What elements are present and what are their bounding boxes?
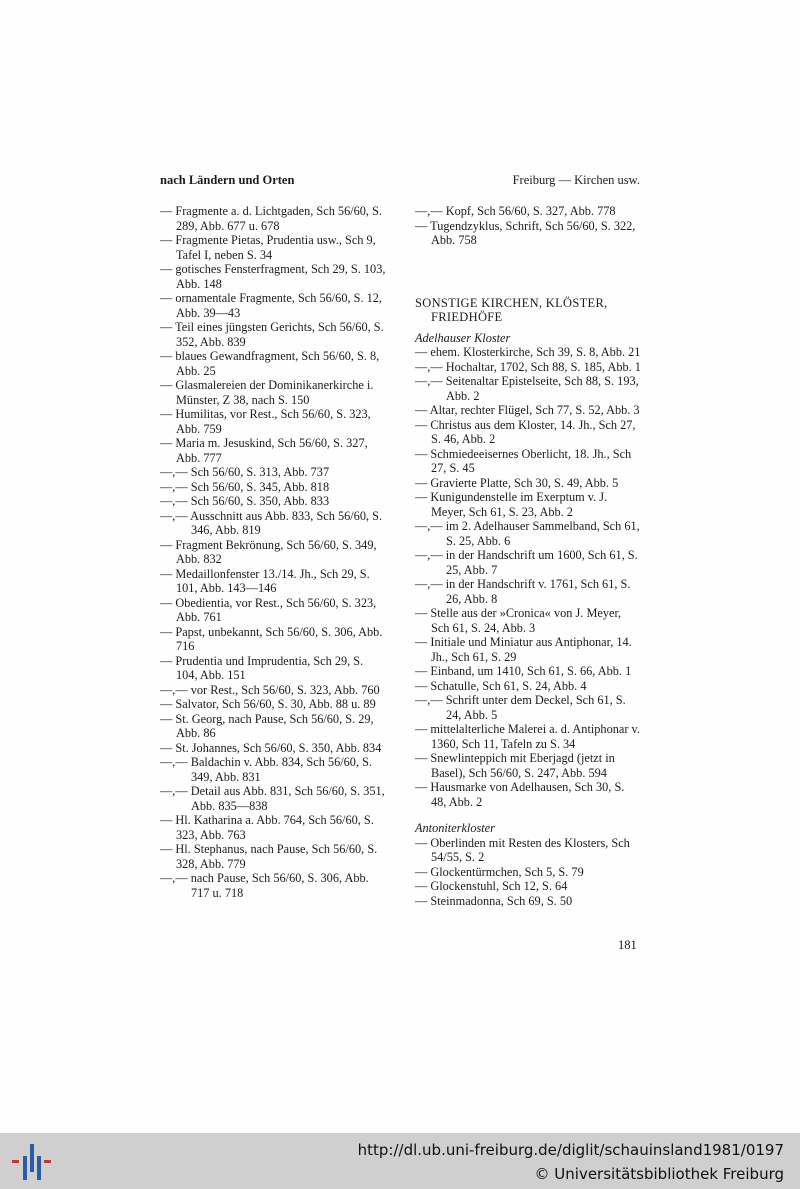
index-entry: — Medaillonfenster 13./14. Jh., Sch 29, S. 101, Abb. 143—146: [160, 566, 370, 595]
index-entry: — Obedientia, vor Rest., Sch 56/60, S. 323, Abb. 761: [160, 595, 377, 624]
index-entry: — Schatulle, Sch 61, S. 24, Abb. 4: [415, 678, 587, 693]
index-entry: — gotisches Fensterfragment, Sch 29, S. 103, Abb. 148: [160, 262, 386, 291]
index-entry: —,— vor Rest., Sch 56/60, S. 323, Abb. 760: [160, 682, 380, 697]
index-entry: —,— Detail aus Abb. 831, Sch 56/60, S. 351, Abb. 835—838: [160, 784, 385, 813]
index-entry: — ornamentale Fragmente, Sch 56/60, S. 12, Abb. 39—43: [160, 291, 382, 320]
index-entry: — Maria m. Jesuskind, Sch 56/60, S. 327, Abb. 777: [160, 436, 368, 465]
index-entry: — Fragmente a. d. Lichtgaden, Sch 56/60, S. 289, Abb. 677 u. 678: [160, 204, 382, 233]
index-entry: —,— Sch 56/60, S. 313, Abb. 737: [160, 465, 330, 479]
index-entry: —,— nach Pause, Sch 56/60, S. 306, Abb. 717 u. 718: [160, 871, 369, 900]
index-entry: — blaues Gewandfragment, Sch 56/60, S. 8, Abb. 25: [160, 349, 380, 378]
index-entry: — Gravierte Platte, Sch 30, S. 49, Abb. 5: [415, 475, 619, 490]
index-entry: — Fragmente Pietas, Prudentia usw., Sch 9, Tafel I, neben S. 34: [160, 233, 376, 262]
index-entry: — Fragment Bekrönung, Sch 56/60, S. 349, Abb. 832: [160, 537, 377, 566]
index-entry: — mittelalterliche Malerei a. d. Antiphonar v. 1360, Sch 11, Tafeln zu S. 34: [415, 722, 640, 751]
index-entry: —,— Sch 56/60, S. 345, Abb. 818: [160, 479, 330, 494]
index-entry: — Tugendzyklus, Schrift, Sch 56/60, S. 322, Abb. 758: [415, 218, 636, 247]
running-header: [160, 173, 640, 193]
index-entry: — Glockentürmchen, Sch 5, S. 79: [415, 864, 584, 879]
footer-bar: [0, 1133, 800, 1189]
index-entry: — Salvator, Sch 56/60, S. 30, Abb. 88 u. 89: [160, 697, 376, 711]
index-entry: — Prudentia und Imprudentia, Sch 29, S. 104, Abb. 151: [160, 653, 364, 682]
index-entry: —,— Seitenaltar Epistelseite, Sch 88, S. 193, Abb. 2: [415, 374, 639, 403]
index-entry: — Stelle aus der »Cronica« von J. Meyer, Sch 61, S. 24, Abb. 3: [415, 606, 622, 635]
index-entry: — Schmiedeeisernes Oberlicht, 18. Jh., Sch 27, S. 45: [415, 446, 632, 475]
left-column: [160, 204, 386, 900]
index-entry: —,— Hochaltar, 1702, Sch 88, S. 185, Abb. 1: [415, 359, 641, 374]
index-entry: — Kunigundenstelle im Exerptum v. J. Meyer, Sch 61, S. 23, Abb. 2: [415, 490, 608, 519]
index-entry: — St. Johannes, Sch 56/60, S. 350, Abb. 834: [160, 740, 382, 755]
index-entry: —,— in der Handschrift um 1600, Sch 61, S. 25, Abb. 7: [415, 548, 638, 577]
index-entry: — Teil eines jüngsten Gerichts, Sch 56/60, S. 352, Abb. 839: [160, 320, 384, 349]
index-entry: — Humilitas, vor Rest., Sch 56/60, S. 323, Abb. 759: [160, 407, 371, 436]
index-entry: — Steinmadonna, Sch 69, S. 50: [415, 893, 573, 908]
adelhauser-entries: [415, 345, 641, 809]
index-entry: —,— im 2. Adelhauser Sammelband, Sch 61, S. 25, Abb. 6: [415, 519, 640, 548]
footer-url-link[interactable]: http://dl.ub.uni-freiburg.de/diglit/schauinsland1981/0197: [357, 1141, 784, 1159]
section-title: SONSTIGE KIRCHEN, KLÖSTER, FRIEDHÖFE: [415, 295, 608, 324]
footer-copyright: © Universitätsbibliothek Freiburg: [534, 1165, 784, 1183]
index-entry: — Oberlinden mit Resten des Klosters, Sch 54/55, S. 2: [415, 835, 630, 864]
index-entry: —,— Ausschnitt aus Abb. 833, Sch 56/60, S. 346, Abb. 819: [160, 508, 383, 537]
page-number: 181: [618, 938, 637, 952]
index-entry: — Hl. Katharina a. Abb. 764, Sch 56/60, S. 323, Abb. 763: [160, 813, 374, 842]
index-entry: — Hl. Stephanus, nach Pause, Sch 56/60, S. 328, Abb. 779: [160, 842, 378, 871]
index-entry: — Altar, rechter Flügel, Sch 77, S. 52, Abb. 3: [415, 403, 640, 417]
right-column-top: [415, 204, 641, 248]
index-entry: —,— Kopf, Sch 56/60, S. 327, Abb. 778: [415, 204, 616, 218]
index-entry: — ehem. Klosterkirche, Sch 39, S. 8, Abb. 21: [415, 345, 641, 359]
index-entry: — Glasmalereien der Dominikanerkirche i. Münster, Z 38, nach S. 150: [160, 378, 374, 407]
index-entry: —,— Sch 56/60, S. 350, Abb. 833: [160, 494, 330, 508]
index-entry: — Snewlinteppich mit Eberjagd (jetzt in Basel), Sch 56/60, S. 247, Abb. 594: [415, 751, 615, 780]
index-entry: — Hausmarke von Adelhausen, Sch 30, S. 48, Abb. 2: [415, 780, 625, 809]
index-entry: — Glockenstuhl, Sch 12, S. 64: [415, 879, 568, 893]
antoniter-entries: [415, 836, 641, 909]
index-entry: —,— Schrift unter dem Deckel, Sch 61, S. 24, Abb. 5: [415, 693, 626, 722]
header-right: Freiburg — Kirchen usw.: [512, 173, 640, 187]
index-entry: — St. Georg, nach Pause, Sch 56/60, S. 29, Abb. 86: [160, 711, 374, 740]
index-entry: —,— in der Handschrift v. 1761, Sch 61, S. 26, Abb. 8: [415, 577, 631, 606]
index-entry: — Christus aus dem Kloster, 14. Jh., Sch 27, S. 46, Abb. 2: [415, 417, 636, 446]
index-entry: —,— Baldachin v. Abb. 834, Sch 56/60, S. 349, Abb. 831: [160, 755, 373, 784]
header-left: nach Ländern und Orten: [160, 173, 295, 187]
subsection-heading-antoniter: Antoniterkloster: [415, 821, 495, 835]
index-entry: — Papst, unbekannt, Sch 56/60, S. 306, Abb. 716: [160, 624, 383, 653]
index-entry: — Initiale und Miniatur aus Antiphonar, 14. Jh., Sch 61, S. 29: [415, 635, 632, 664]
library-logo-icon: [12, 1144, 52, 1180]
subsection-heading-adelhauser: Adelhauser Kloster: [415, 330, 511, 345]
right-column: [415, 204, 641, 908]
index-entry: — Einband, um 1410, Sch 61, S. 66, Abb. 1: [415, 664, 632, 678]
